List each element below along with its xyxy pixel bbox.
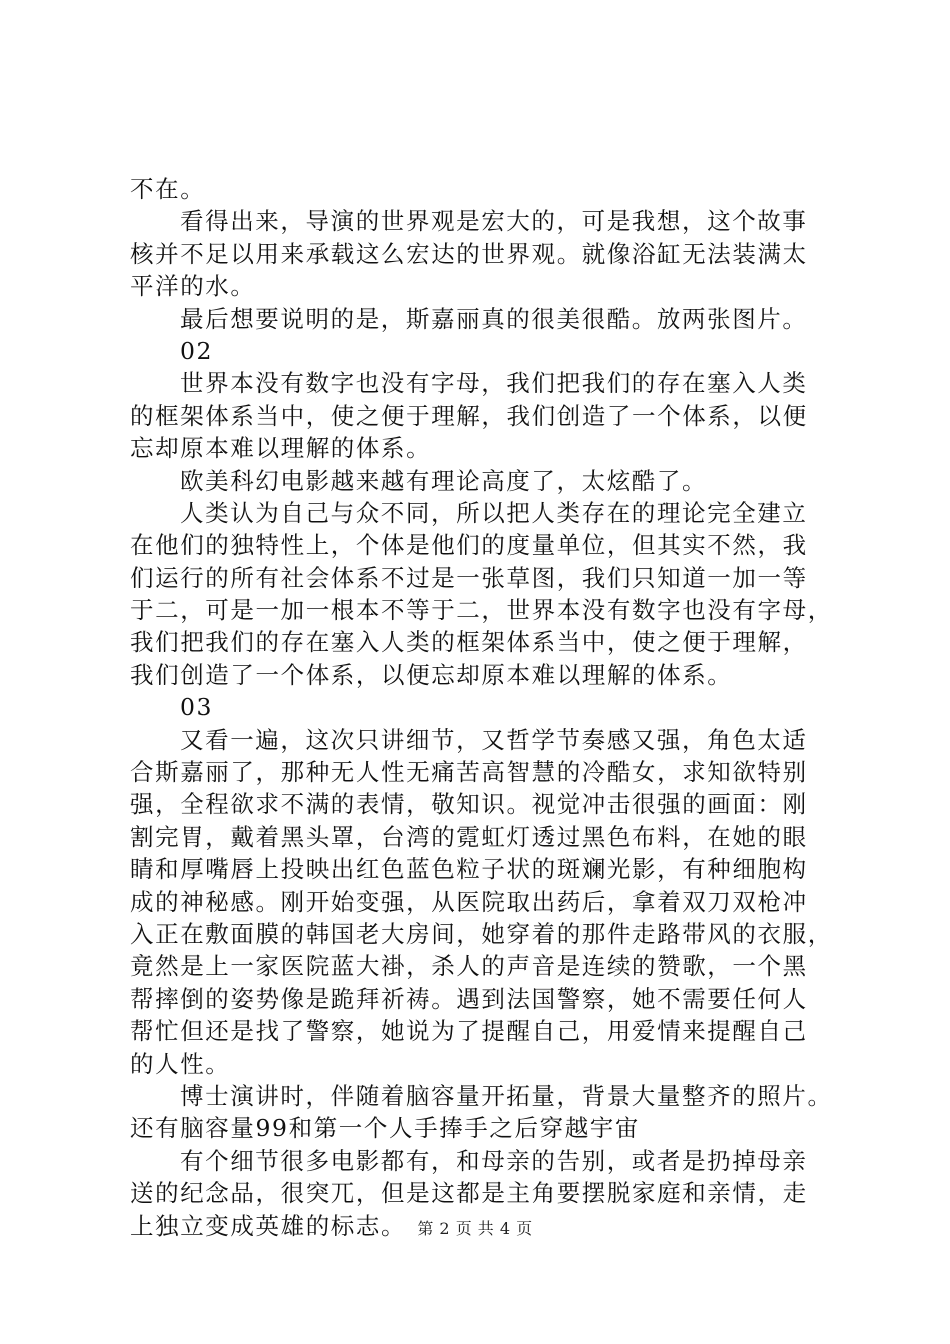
text-line: 人类认为自己与众不同，所以把人类存在的理论完全建立 bbox=[180, 498, 808, 527]
text-line: 忘却原本难以理解的体系。 bbox=[130, 434, 432, 463]
text-line: 的框架体系当中，使之便于理解，我们创造了一个体系，以便 bbox=[130, 401, 808, 430]
text-line: 02 bbox=[180, 336, 214, 365]
text-line: 看得出来，导演的世界观是宏大的，可是我想，这个故事 bbox=[180, 207, 808, 236]
text-line: 送的纪念品，很突兀，但是这都是主角要摆脱家庭和亲情，走 bbox=[130, 1179, 808, 1208]
text-line: 强，全程欲求不满的表情，敬知识。视觉冲击很强的画面：刚 bbox=[130, 790, 808, 819]
text-line: 上独立变成英雄的标志。 bbox=[130, 1211, 407, 1240]
text-line: 入正在敷面膜的韩国老大房间，她穿着的那件走路带风的衣服， bbox=[130, 919, 833, 948]
text-line: 成的神秘感。刚开始变强，从医院取出药后，拿着双刀双枪冲 bbox=[130, 887, 808, 916]
text-line: 的人性。 bbox=[130, 1049, 231, 1078]
text-line: 不在。 bbox=[130, 175, 206, 203]
text-line: 我们创造了一个体系，以便忘却原本难以理解的体系。 bbox=[130, 660, 733, 689]
text-line: 世界本没有数字也没有字母，我们把我们的存在塞入人类 bbox=[180, 369, 808, 398]
text-line: 睛和厚嘴唇上投映出红色蓝色粒子状的斑斓光影，有种细胞构 bbox=[130, 855, 808, 884]
text-line: 最后想要说明的是，斯嘉丽真的很美很酷。放两张图片。 bbox=[180, 304, 808, 333]
text-line: 我们把我们的存在塞入人类的框架体系当中，使之便于理解， bbox=[130, 628, 808, 657]
text-line: 核并不足以用来承载这么宏达的世界观。就像浴缸无法装满太 bbox=[130, 239, 808, 268]
text-line: 割完胃，戴着黑头罩，台湾的霓虹灯透过黑色布料，在她的眼 bbox=[130, 822, 808, 851]
text-line: 又看一遍，这次只讲细节，又哲学节奏感又强，角色太适 bbox=[180, 725, 808, 754]
text-line: 有个细节很多电影都有，和母亲的告别，或者是扔掉母亲 bbox=[180, 1146, 808, 1175]
text-line: 帮忙但还是找了警察，她说为了提醒自己，用爱情来提醒自己 bbox=[130, 1017, 808, 1046]
text-line: 平洋的水。 bbox=[130, 272, 256, 301]
text-line: 欧美科幻电影越来越有理论高度了，太炫酷了。 bbox=[180, 466, 708, 495]
text-line: 们运行的所有社会体系不过是一张草图，我们只知道一加一等 bbox=[130, 563, 808, 592]
text-line: 竟然是上一家医院蓝大褂，杀人的声音是连续的赞歌，一个黑 bbox=[130, 952, 808, 981]
text-line: 合斯嘉丽了，那种无人性无痛苦高智慧的冷酷女，求知欲特别 bbox=[130, 758, 808, 787]
text-line: 03 bbox=[180, 693, 214, 722]
text-line: 还有脑容量99和第一个人手捧手之后穿越宇宙 bbox=[130, 1114, 641, 1143]
document-body bbox=[130, 173, 850, 1242]
text-line: 帮摔倒的姿势像是跪拜祈祷。遇到法国警察，她不需要任何人 bbox=[130, 984, 808, 1013]
text-line: 于二，可是一加一根本不等于二，世界本没有数字也没有字母， bbox=[130, 596, 833, 625]
page-footer: 第 2 页 共 4 页 bbox=[417, 1219, 533, 1238]
text-line: 在他们的独特性上，个体是他们的度量单位，但其实不然，我 bbox=[130, 531, 808, 560]
text-line: 博士演讲时，伴随着脑容量开拓量，背景大量整齐的照片。 bbox=[180, 1081, 833, 1110]
